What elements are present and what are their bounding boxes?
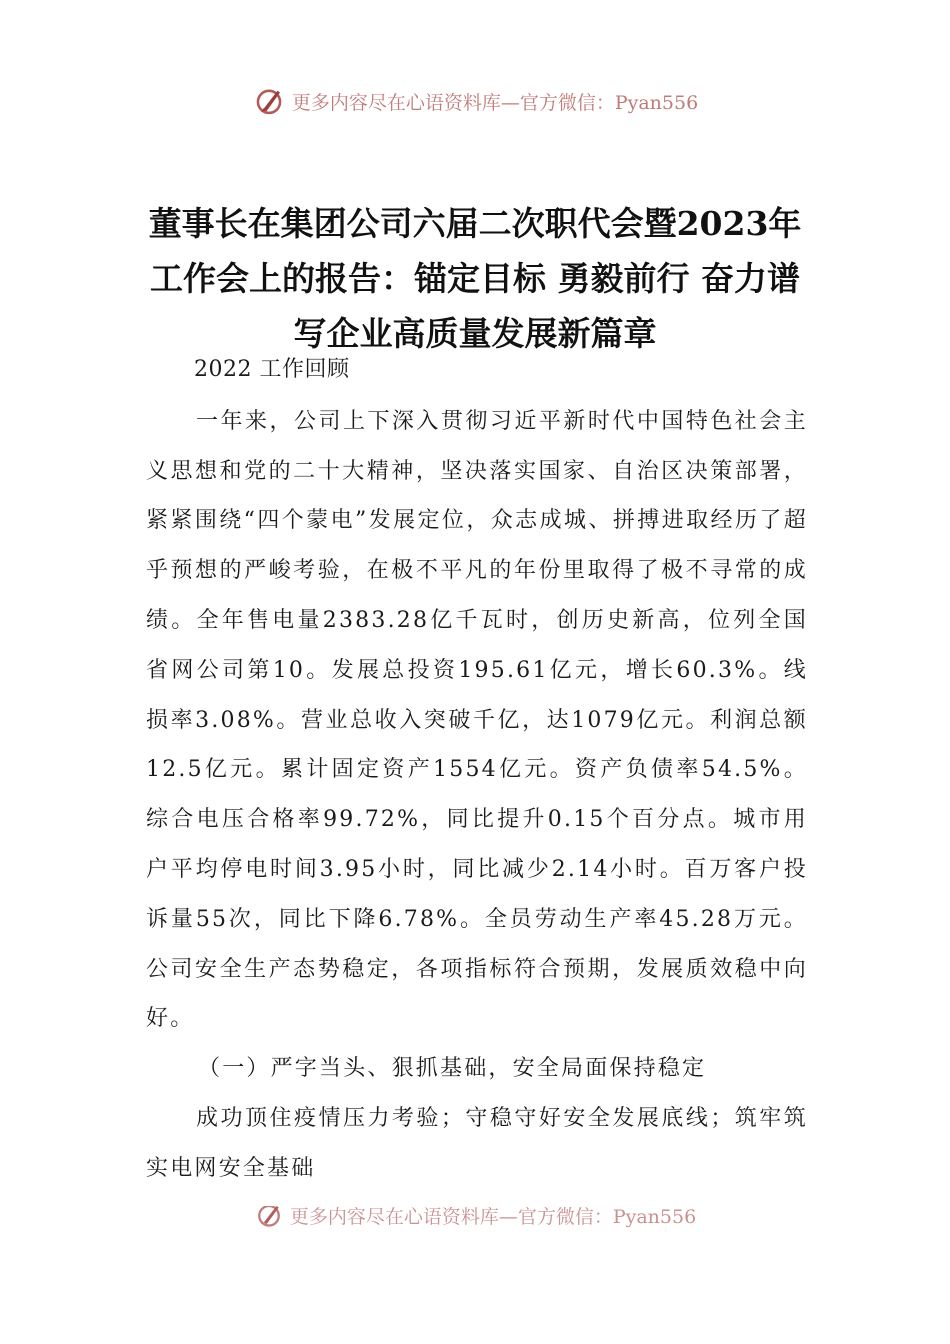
watermark-text: 更多内容尽在心语资料库—官方微信：Pyan556 xyxy=(291,91,699,114)
document-body xyxy=(146,345,808,1194)
body-paragraph-2: 成功顶住疫情压力考验；守稳守好安全发展底线；筑牢筑实电网安全基础 xyxy=(146,1105,808,1181)
header-watermark xyxy=(0,84,950,118)
section-heading: 2022 工作回顾 xyxy=(194,357,350,382)
watermark-text: 更多内容尽在心语资料库—官方微信：Pyan556 xyxy=(289,1206,697,1228)
document-title: 董事长在集团公司六届二次职代会暨2023年工作会上的报告：锚定目标 勇毅前行 奋力谱写企业高质量发展新篇章 xyxy=(148,204,802,353)
body-paragraph: 一年来，公司上下深入贯彻习近平新时代中国特色社会主义思想和党的二十大精神，坚决落实国家、自治区决策部署，紧紧围绕“四个蒙电”发展定位，众志成城、拼搏进取经历了超乎预想的严峻考验，在极不平凡的年份里取得了极不寻常的成绩。全年售电量2383.28亿千瓦时，创历史新高，位列全国省网公司第10。发展总投资195.61亿元，增长60.3%。线损率3.08%。营业总收入突破千亿，达1079亿元。利润总额12.5亿元。累计固定资产1554亿元。资产负债率54.5%。综合电压合格率99.72%，同比提升0.15个百分点。城市用户平均停电时间3.95小时，同比减少2.14小时。百万客户投诉量55次，同比下降6.78%。全员劳动生产率45.28万元。公司安全生产态势稳定，各项指标符合预期，发展质效稳中向好。 xyxy=(146,408,808,1032)
pen-logo-icon xyxy=(252,84,286,118)
sub-heading: （一）严字当头、狠抓基础，安全局面保持稳定 xyxy=(198,1056,707,1082)
footer-watermark xyxy=(0,1206,950,1230)
pen-logo-icon xyxy=(254,1206,284,1230)
